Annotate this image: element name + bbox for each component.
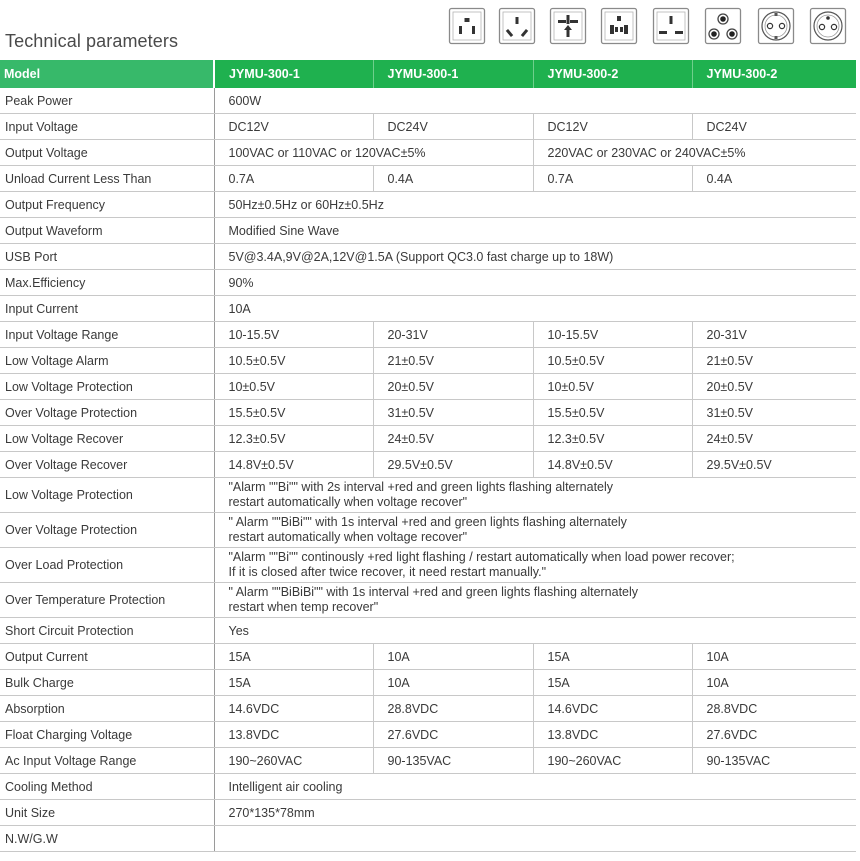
row-value: 10.5±0.5V <box>214 348 373 374</box>
row-value: 15.5±0.5V <box>214 400 373 426</box>
row-value: 20±0.5V <box>373 374 533 400</box>
row-value: 28.8VDC <box>373 696 533 722</box>
au-plug-icon <box>498 7 536 45</box>
row-label: Input Voltage <box>0 114 214 140</box>
row-value: 20±0.5V <box>692 374 856 400</box>
table-row <box>0 696 856 722</box>
spec-table <box>0 60 856 852</box>
row-value <box>214 478 856 513</box>
row-value: 600W <box>214 88 856 114</box>
row-value <box>214 826 856 852</box>
table-row <box>0 400 856 426</box>
row-value <box>214 513 856 548</box>
row-label: Over Voltage Protection <box>0 513 214 548</box>
row-value: DC12V <box>533 114 692 140</box>
row-value: 15A <box>533 670 692 696</box>
row-label: Over Load Protection <box>0 548 214 583</box>
row-value-line: restart automatically when voltage recover" <box>228 530 468 544</box>
row-value: 90-135VAC <box>692 748 856 774</box>
header-model-col-1: JYMU-300-1 <box>214 60 373 88</box>
table-row <box>0 322 856 348</box>
row-value-line: " Alarm ""BiBi"" with 1s interval +red and green lights flashing alternately <box>228 515 627 529</box>
row-label: Unit Size <box>0 800 214 826</box>
row-label: Low Voltage Protection <box>0 478 214 513</box>
header-model-col-2: JYMU-300-1 <box>373 60 533 88</box>
row-value: 220VAC or 230VAC or 240VAC±5% <box>533 140 856 166</box>
header-model-col-3: JYMU-300-2 <box>533 60 692 88</box>
row-value: Intelligent air cooling <box>214 774 856 800</box>
row-value: 10-15.5V <box>214 322 373 348</box>
row-value: 31±0.5V <box>692 400 856 426</box>
row-value: 10A <box>692 644 856 670</box>
row-value: 13.8VDC <box>533 722 692 748</box>
row-value: 12.3±0.5V <box>533 426 692 452</box>
table-row <box>0 218 856 244</box>
universal-plug-icon <box>549 7 587 45</box>
table-row <box>0 800 856 826</box>
row-value: 14.6VDC <box>533 696 692 722</box>
row-value: 20-31V <box>373 322 533 348</box>
table-row <box>0 166 856 192</box>
row-label: Short Circuit Protection <box>0 618 214 644</box>
table-row <box>0 826 856 852</box>
row-label: Unload Current Less Than <box>0 166 214 192</box>
row-value: 10A <box>214 296 856 322</box>
table-row <box>0 452 856 478</box>
table-row <box>0 548 856 583</box>
row-value: 5V@3.4A,9V@2A,12V@1.5A (Support QC3.0 fast charge up to 18W) <box>214 244 856 270</box>
table-row <box>0 583 856 618</box>
row-label: Float Charging Voltage <box>0 722 214 748</box>
row-label: Cooling Method <box>0 774 214 800</box>
row-value-line: If it is closed after twice recover, it need restart manually." <box>228 565 547 579</box>
table-row <box>0 644 856 670</box>
row-value: DC24V <box>373 114 533 140</box>
row-value-line: restart automatically when voltage recover" <box>228 495 468 509</box>
row-value: 10A <box>692 670 856 696</box>
page-header <box>0 0 860 58</box>
row-label: Absorption <box>0 696 214 722</box>
row-label: Input Voltage Range <box>0 322 214 348</box>
table-row <box>0 774 856 800</box>
row-value: 27.6VDC <box>373 722 533 748</box>
table-row <box>0 478 856 513</box>
uk-plug-icon <box>652 7 690 45</box>
table-row <box>0 244 856 270</box>
row-value: 15A <box>214 644 373 670</box>
row-value: 0.7A <box>214 166 373 192</box>
row-label: Output Frequency <box>0 192 214 218</box>
table-row <box>0 618 856 644</box>
table-row <box>0 348 856 374</box>
us-plug-icon <box>448 7 486 45</box>
row-value: 0.4A <box>373 166 533 192</box>
row-value: Modified Sine Wave <box>214 218 856 244</box>
page-title: Technical parameters <box>5 31 179 51</box>
row-label: Output Voltage <box>0 140 214 166</box>
row-value: 270*135*78mm <box>214 800 856 826</box>
row-value: 15A <box>214 670 373 696</box>
row-value: 100VAC or 110VAC or 120VAC±5% <box>214 140 533 166</box>
table-row <box>0 88 856 114</box>
row-value: 28.8VDC <box>692 696 856 722</box>
row-label: Output Waveform <box>0 218 214 244</box>
row-value: 10±0.5V <box>214 374 373 400</box>
row-value: 24±0.5V <box>692 426 856 452</box>
row-value: 90-135VAC <box>373 748 533 774</box>
row-value: 14.8V±0.5V <box>214 452 373 478</box>
table-row <box>0 270 856 296</box>
row-label: Low Voltage Protection <box>0 374 214 400</box>
row-value <box>214 548 856 583</box>
row-value: 10A <box>373 670 533 696</box>
row-value: 31±0.5V <box>373 400 533 426</box>
table-row <box>0 192 856 218</box>
row-value: 12.3±0.5V <box>214 426 373 452</box>
row-value: 24±0.5V <box>373 426 533 452</box>
table-row <box>0 426 856 452</box>
table-row <box>0 670 856 696</box>
row-value <box>214 583 856 618</box>
indian-plug-icon <box>704 7 742 45</box>
row-value: 27.6VDC <box>692 722 856 748</box>
row-value: 15A <box>533 644 692 670</box>
header-model-col-4: JYMU-300-2 <box>692 60 856 88</box>
row-value: 0.4A <box>692 166 856 192</box>
row-value: 10.5±0.5V <box>533 348 692 374</box>
table-row <box>0 114 856 140</box>
row-label: Over Voltage Recover <box>0 452 214 478</box>
table-row <box>0 296 856 322</box>
table-row <box>0 722 856 748</box>
table-row <box>0 513 856 548</box>
row-value: 29.5V±0.5V <box>373 452 533 478</box>
row-label: Low Voltage Alarm <box>0 348 214 374</box>
table-row <box>0 140 856 166</box>
row-value: 13.8VDC <box>214 722 373 748</box>
row-label: Ac Input Voltage Range <box>0 748 214 774</box>
row-value: 50Hz±0.5Hz or 60Hz±0.5Hz <box>214 192 856 218</box>
row-value: 0.7A <box>533 166 692 192</box>
row-value: DC24V <box>692 114 856 140</box>
table-row <box>0 374 856 400</box>
universal-socket-icon <box>600 7 638 45</box>
french-plug-icon <box>809 7 847 45</box>
row-label: Over Temperature Protection <box>0 583 214 618</box>
row-value: 29.5V±0.5V <box>692 452 856 478</box>
table-row <box>0 748 856 774</box>
row-value: Yes <box>214 618 856 644</box>
row-value-line: "Alarm ""Bi"" continously +red light flashing / restart automatically when load power recover; <box>228 550 735 564</box>
row-value-line: "Alarm ""Bi"" with 2s interval +red and green lights flashing alternately <box>228 480 614 494</box>
header-model: Model <box>0 60 214 88</box>
row-value: 14.6VDC <box>214 696 373 722</box>
row-label: Output Current <box>0 644 214 670</box>
row-value: 21±0.5V <box>692 348 856 374</box>
schuko-plug-icon <box>757 7 795 45</box>
row-value: 15.5±0.5V <box>533 400 692 426</box>
row-label: Peak Power <box>0 88 214 114</box>
row-value: 14.8V±0.5V <box>533 452 692 478</box>
row-label: Over Voltage Protection <box>0 400 214 426</box>
row-label: Low Voltage Recover <box>0 426 214 452</box>
row-value: 190~260VAC <box>533 748 692 774</box>
row-label: USB Port <box>0 244 214 270</box>
row-label: Bulk Charge <box>0 670 214 696</box>
row-value: 10A <box>373 644 533 670</box>
row-value-line: " Alarm ""BiBiBi"" with 1s interval +red and green lights flashing alternately <box>228 585 639 599</box>
row-value: 190~260VAC <box>214 748 373 774</box>
row-value: 10-15.5V <box>533 322 692 348</box>
row-value: 90% <box>214 270 856 296</box>
row-label: Input Current <box>0 296 214 322</box>
row-label: N.W/G.W <box>0 826 214 852</box>
row-value: DC12V <box>214 114 373 140</box>
row-value: 20-31V <box>692 322 856 348</box>
row-value: 10±0.5V <box>533 374 692 400</box>
table-header-row <box>0 60 856 88</box>
row-value-line: restart when temp recover" <box>228 600 379 614</box>
row-value: 21±0.5V <box>373 348 533 374</box>
row-label: Max.Efficiency <box>0 270 214 296</box>
